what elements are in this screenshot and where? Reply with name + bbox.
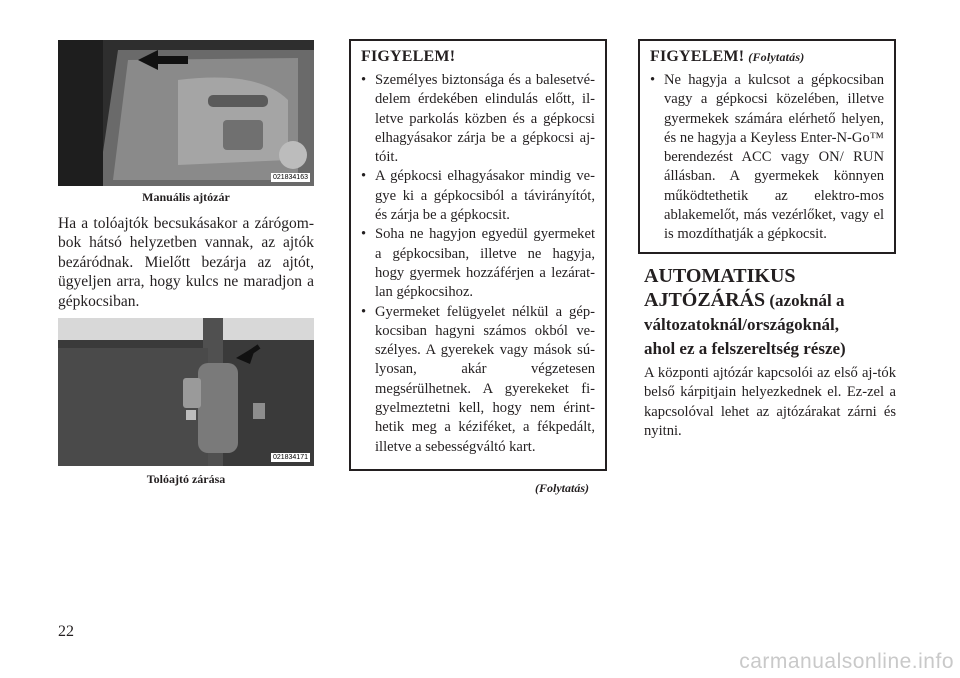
door-interior-illustration [58, 40, 314, 186]
section-heading [644, 264, 896, 361]
photo-code: 021834171 [272, 454, 308, 461]
sliding-door-lock-photo [58, 318, 314, 466]
warning-title-text: FIGYELEM! [650, 48, 745, 65]
warning-title: FIGYELEM! [361, 48, 456, 65]
warning-list [650, 71, 884, 245]
continued-note: (Folytatás) [535, 481, 589, 495]
right-paragraph: A központi ajtózár kapcsolói az első aj-tók belső kárpitjain helyezkednek el. Ez-zel a kapcsolóval lehet az ajtózárakat zárni és nyitni. [644, 365, 896, 440]
warning-item: • A gépkocsi elhagyásakor mindig ve-gye ki a gépkocsiból a távirányítót, és zárja be a gépkocsit. [361, 167, 595, 225]
watermark: carmanualsonline.info [739, 650, 954, 673]
warning-box [349, 39, 607, 471]
left-paragraph: Ha a tolóajtók becsukásakor a zárógom-bok hátsó helyzetben vannak, az ajtók bezáródnak. Mielőtt bezárja az ajtót, ügyeljen arra, hogy kulcs ne maradjon a gépkocsiban. [58, 215, 314, 310]
warning-item: • Személyes biztonsága és a balesetvé-delem érdekében elindulás előtt, il-letve parkolás közben és a gépkocsi elhagyásakor zárja be a gépkocsi aj-tóit. [361, 71, 595, 167]
heading-text: (azoknál a [765, 291, 845, 310]
heading-line: változatoknál/országoknál, [644, 315, 840, 334]
warning-item: • Ne hagyja a kulcsot a gépkocsiban vagy a gépkocsi közelében, illetve gyermekek számára elérhető helyen, és ne hagyja a Keyless Enter-N-Go™ berendezést ACC vagy ON/ RUN állásban. A gyermekek könnyen működtethetik az elektro-mos ablakemelőt, más vezérlőket, vagy el is mozdíthatják a gépkocsit. [650, 71, 884, 245]
heading-line: AUTOMATIKUS [644, 265, 796, 287]
page-number: 22 [58, 623, 74, 640]
warning-title [650, 47, 884, 67]
warning-box-continued [638, 39, 896, 254]
warning-list [361, 71, 595, 457]
photo-code: 021834163 [272, 174, 308, 181]
photo-caption: Tolóajtó zárása [146, 472, 226, 486]
warning-item: • Soha ne hagyjon egyedül gyermeket a gépkocsiban, illetve ne hagyja, hogy gyermek hozzáférjen a lezárat-lan gépkocsihoz. [361, 225, 595, 302]
sliding-door-illustration [58, 318, 314, 466]
heading-line [644, 288, 896, 313]
warning-item: • Gyermeket felügyelet nélkül a gép-kocsiban hagyni számos okból ve-szélyes. A gyerekek vagy mások sú-lyosan, akár végzetesen megsérülhetnek. A gyerekeket fi-gyelmeztetni kell, hogy nem érint-hetik meg a kéziféket, a fékpedált, illetve a sebességváltó kart. [361, 303, 595, 457]
heading-line: ahol ez a felszereltség része) [644, 339, 846, 358]
heading-text: AJTÓZÁRÁS [644, 289, 766, 311]
photo-caption: Manuális ajtózár [142, 190, 230, 204]
warning-title-continued: (Folytatás) [748, 50, 805, 64]
manual-door-lock-photo [58, 40, 314, 186]
